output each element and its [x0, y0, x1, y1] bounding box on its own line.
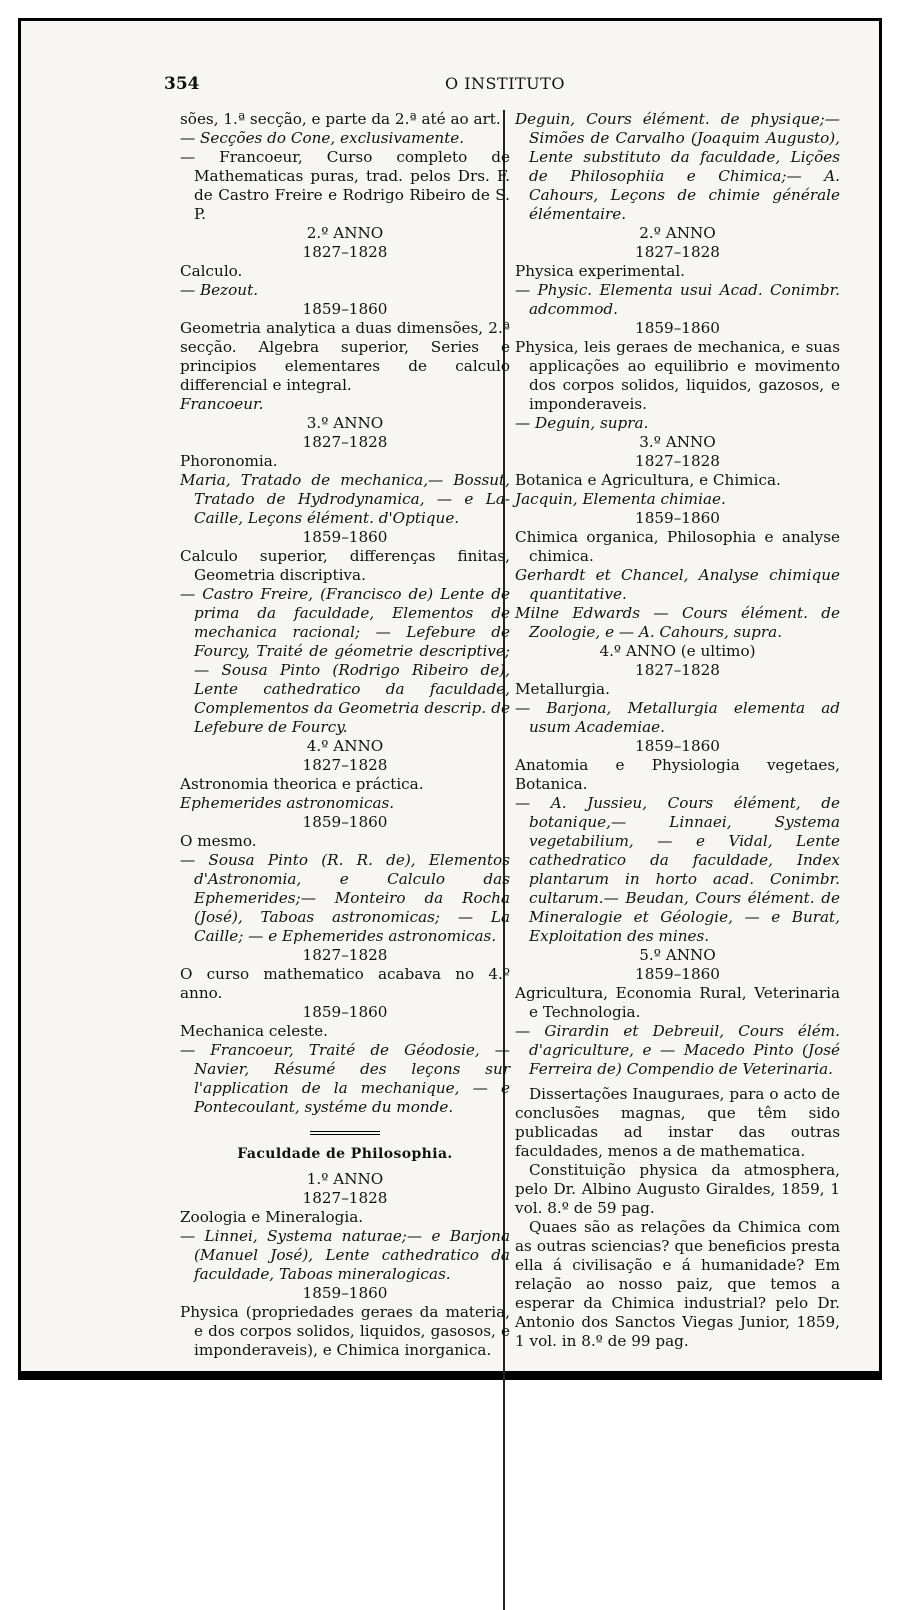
- period-heading: 1827–1828: [635, 452, 720, 470]
- subject: Zoologia e Mineralogia.: [180, 1208, 364, 1226]
- reference: Francoeur.: [180, 395, 264, 413]
- subject: O mesmo.: [180, 832, 257, 850]
- year-heading: 2.º ANNO: [639, 224, 716, 242]
- period-heading: 1827–1828: [635, 661, 720, 679]
- period-heading: 1827–1828: [635, 243, 720, 261]
- year-heading: 5.º ANNO: [639, 946, 716, 964]
- reference: — Castro Freire, (Francisco de) Lente de prima da faculdade, Elementos de mechanica racional; — Lefebure de Fourcy, Traité de géometrie descriptive; — Sousa Pinto (Rodrigo Ribeiro de), Lente cathedratico da faculdade, Complementos da Geometria descrip. de Lefebure de Fourcy.: [180, 585, 510, 736]
- reference: — A. Jussieu, Cours élément, de botanique,— Linnaei, Systema vegetabilium, — e Vidal, Lente cathedratico da faculdade, Index plantarum in horto acad. Conimbr. cultarum.— Beudan, Cours élément. de Mineralogie et Géologie, — e Burat, Exploitation des mines.: [515, 794, 840, 945]
- reference: Jacquin, Elementa chimiae.: [515, 490, 726, 508]
- text-line: sões, 1.ª secção, e parte da 2.ª até ao art.: [180, 110, 501, 128]
- period-heading: 1827–1828: [302, 946, 388, 964]
- section-separator: [310, 1131, 380, 1135]
- period-heading: 1859–1860: [302, 1284, 388, 1302]
- text-line: — Secções do Cone, exclusivamente.: [180, 129, 465, 147]
- subject: Metallurgia.: [515, 680, 610, 698]
- paragraph: Constituição physica da atmosphera, pelo Dr. Albino Augusto Giraldes, 1859, 1 vol. 8.º de 59 pag.: [515, 1161, 840, 1217]
- reference: — Linnei, Systema naturae;— e Barjona (Manuel José), Lente cathedratico da faculdade, Taboas mineralogicas.: [180, 1227, 510, 1283]
- year-heading: 4.º ANNO: [306, 737, 384, 755]
- subject: Geometria analytica a duas dimensões, 2.ª secção. Algebra superior, Series e principios elementares de calculo differencial e integral.: [180, 319, 510, 394]
- running-title: O INSTITUTO: [445, 74, 565, 93]
- subject: Botanica e Agricultura, e Chimica.: [515, 471, 781, 489]
- year-heading: 1.º ANNO: [306, 1170, 384, 1188]
- page: [160, 70, 850, 1359]
- reference: — Francoeur, Curso completo de Mathematicas puras, trad. pelos Drs. F. de Castro Freire e Rodrigo Ribeiro de S. P.: [180, 148, 510, 223]
- reference: — Sousa Pinto (R. R. de), Elementos d'Astronomia, e Calculo das Ephemerides;— Monteiro da Rocha (José), Taboas astronomicas; — La Caille; — e Ephemerides astronomicas.: [180, 851, 510, 945]
- period-heading: 1859–1860: [302, 300, 388, 318]
- subject: Physica, leis geraes de mechanica, e suas applicações ao equilibrio e movimento dos corpos solidos, liquidos, gazosos, e imponderaveis.: [515, 338, 840, 413]
- reference: — Deguin, supra.: [515, 414, 649, 432]
- subject: Astronomia theorica e práctica.: [180, 775, 424, 793]
- reference: Ephemerides astronomicas.: [180, 794, 395, 812]
- year-heading: 2.º ANNO: [306, 224, 384, 242]
- page-number: 354: [164, 74, 200, 94]
- period-heading: 1859–1860: [635, 509, 720, 527]
- subject: O curso mathematico acabava no 4.º anno.: [180, 965, 510, 1002]
- subject: Chimica organica, Philosophia e analyse chimica.: [515, 528, 840, 565]
- period-heading: 1859–1860: [302, 528, 388, 546]
- reference: Deguin, Cours élément. de physique;— Simões de Carvalho (Joaquim Augusto), Lente substituto da faculdade, Lições de Philosophiia e Chimica;— A. Cahours, Leçons de chimie générale élémentaire.: [515, 110, 840, 223]
- year-heading: 3.º ANNO: [306, 414, 384, 432]
- paragraph: Quaes são as relações da Chimica com as outras sciencias? que beneficios presta ella á civilisação e á humanidade? Em relação ao nosso paiz, que temos a esperar da Chimica industrial? pelo Dr. Antonio dos Sanctos Viegas Junior, 1859, 1 vol. in 8.º de 99 pag.: [515, 1218, 840, 1350]
- period-heading: 1827–1828: [302, 433, 388, 451]
- period-heading: 1827–1828: [302, 1189, 388, 1207]
- subject: Physica (propriedades geraes da materia, e dos corpos solidos, liquidos, gasosos, e imponderaveis), e Chimica inorganica.: [180, 1303, 510, 1359]
- section-heading: Faculdade de Philosophia.: [237, 1146, 453, 1162]
- left-column: [180, 110, 510, 1360]
- subject: Calculo.: [180, 262, 243, 280]
- subject: Anatomia e Physiologia vegetaes, Botanica.: [515, 756, 840, 793]
- reference: — Barjona, Metallurgia elementa ad usum Academiae.: [515, 699, 840, 736]
- reference: — Francoeur, Traité de Géodosie, — Navier, Résumé des leçons sur l'application de la mechanique, — e Pontecoulant, systéme du monde.: [180, 1041, 510, 1116]
- reference: Maria, Tratado de mechanica,— Bossut, Tratado de Hydrodynamica, — e La-Caille, Leçons élément. d'Optique.: [180, 471, 510, 527]
- subject: Phoronomia.: [180, 452, 278, 470]
- reference: Gerhardt et Chancel, Analyse chimique quantitative.: [515, 566, 840, 603]
- year-heading: 4.º ANNO (e ultimo): [599, 642, 756, 660]
- period-heading: 1859–1860: [302, 813, 388, 831]
- year-heading: 3.º ANNO: [639, 433, 716, 451]
- reference: — Physic. Elementa usui Acad. Conimbr. adcommod.: [515, 281, 840, 318]
- reference: — Bezout.: [180, 281, 259, 299]
- period-heading: 1859–1860: [635, 965, 720, 983]
- period-heading: 1827–1828: [302, 756, 388, 774]
- period-heading: 1827–1828: [302, 243, 388, 261]
- right-column: [515, 110, 840, 1351]
- subject: Calculo superior, differenças finitas, Geometria discriptiva.: [180, 547, 510, 584]
- period-heading: 1859–1860: [635, 319, 720, 337]
- running-header: [160, 70, 850, 98]
- period-heading: 1859–1860: [302, 1003, 388, 1021]
- subject: Agricultura, Economia Rural, Veterinaria e Technologia.: [515, 984, 840, 1021]
- period-heading: 1859–1860: [635, 737, 720, 755]
- reference: — Girardin et Debreuil, Cours élém. d'agriculture, e — Macedo Pinto (José Ferreira de) Compendio de Veterinaria.: [515, 1022, 840, 1078]
- subject: Mechanica celeste.: [180, 1022, 328, 1040]
- paragraph: Dissertações Inauguraes, para o acto de conclusões magnas, que têm sido publicadas ad instar das outras faculdades, menos a de mathematica.: [515, 1085, 840, 1160]
- reference: Milne Edwards — Cours élément. de Zoologie, e — A. Cahours, supra.: [515, 604, 840, 641]
- subject: Physica experimental.: [515, 262, 686, 280]
